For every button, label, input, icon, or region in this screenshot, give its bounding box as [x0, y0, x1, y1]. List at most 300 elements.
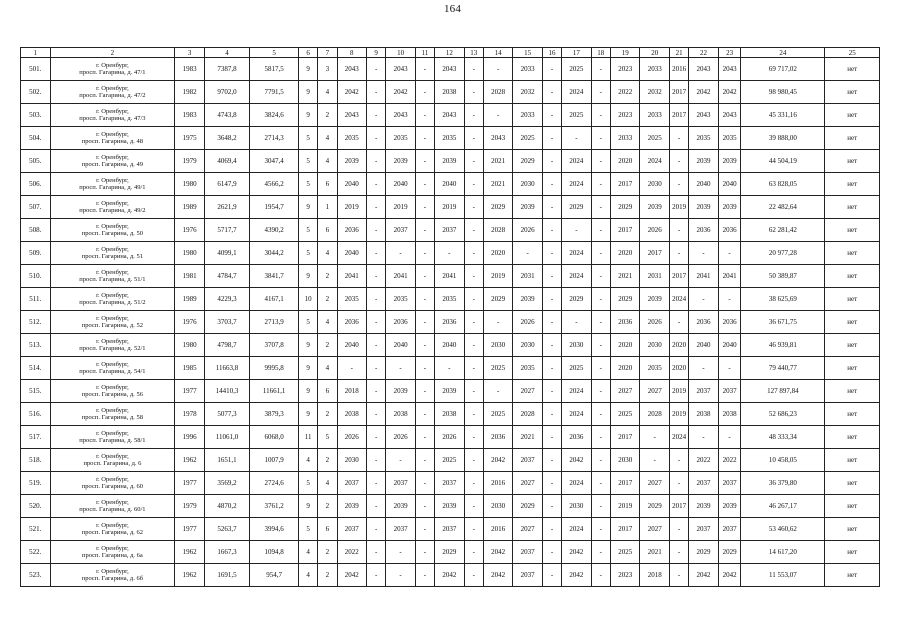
table-cell: -	[591, 403, 610, 426]
table-cell: 6068,0	[250, 426, 299, 449]
table-cell: -	[669, 150, 688, 173]
table-cell: 2021	[640, 541, 670, 564]
column-number-25: 25	[825, 48, 880, 58]
table-cell: 2025	[513, 127, 543, 150]
table-cell: 2029	[562, 196, 592, 219]
table-cell: -	[591, 127, 610, 150]
table-cell: 2030	[562, 495, 592, 518]
address-street: просп. Гагарина, д. 49	[81, 161, 143, 168]
table-cell: 2028	[640, 403, 670, 426]
address-city: г. Оренбург,	[96, 475, 129, 483]
table-cell: 9	[298, 403, 317, 426]
table-cell: 521.	[21, 518, 51, 541]
table-cell: -	[591, 518, 610, 541]
table-cell: 7791,5	[250, 81, 299, 104]
table-cell: 2022	[337, 541, 367, 564]
table-cell: 4099,1	[204, 242, 249, 265]
table-cell: -	[591, 265, 610, 288]
table-cell: 2025	[562, 104, 592, 127]
table-cell: -	[367, 472, 386, 495]
table-cell: 1982	[175, 81, 205, 104]
column-number-19: 19	[610, 48, 640, 58]
table-cell: нет	[825, 380, 880, 403]
table-cell: 2021	[483, 150, 513, 173]
table-cell: 2040	[689, 334, 719, 357]
table-cell: 2039	[718, 495, 741, 518]
table-cell: -	[367, 541, 386, 564]
column-number-4: 4	[204, 48, 249, 58]
table-cell: 2020	[610, 150, 640, 173]
table-cell: 518.	[21, 449, 51, 472]
table-cell: 36 671,75	[741, 311, 825, 334]
table-cell: 2019	[669, 403, 688, 426]
table-cell: -	[591, 219, 610, 242]
table-cell: 5263,7	[204, 518, 249, 541]
column-number-23: 23	[718, 48, 741, 58]
table-row	[21, 334, 880, 357]
table-cell: нет	[825, 518, 880, 541]
address-city: г. Оренбург,	[96, 176, 129, 184]
table-cell: 2030	[640, 334, 670, 357]
table-cell: 3994,6	[250, 518, 299, 541]
table-cell: -	[542, 449, 561, 472]
table-cell: 2029	[513, 495, 543, 518]
column-number-1: 1	[21, 48, 51, 58]
table-cell: 2028	[483, 219, 513, 242]
table-cell: 48 333,34	[741, 426, 825, 449]
table-cell: 510.	[21, 265, 51, 288]
table-cell: 4	[318, 242, 337, 265]
table-cell: -	[591, 242, 610, 265]
table-cell: 2035	[689, 127, 719, 150]
table-cell: -	[415, 219, 434, 242]
address-city: г. Оренбург,	[96, 268, 129, 276]
table-cell: -	[464, 288, 483, 311]
address-cell	[50, 334, 175, 357]
table-cell: -	[542, 357, 561, 380]
column-number-18: 18	[591, 48, 610, 58]
column-number-11: 11	[415, 48, 434, 58]
table-cell: 2030	[513, 334, 543, 357]
table-cell: -	[640, 449, 670, 472]
table-cell: 2024	[562, 518, 592, 541]
column-number-5: 5	[250, 48, 299, 58]
table-cell: 1979	[175, 150, 205, 173]
address-street: просп. Гагарина, д. 6а	[81, 552, 143, 559]
table-cell: 2029	[689, 541, 719, 564]
table-cell: -	[464, 564, 483, 587]
table-cell: 2035	[513, 357, 543, 380]
table-row	[21, 242, 880, 265]
table-cell: 2039	[689, 196, 719, 219]
table-cell: 11663,8	[204, 357, 249, 380]
address-city: г. Оренбург,	[96, 222, 129, 230]
address-cell	[50, 288, 175, 311]
table-cell: -	[415, 449, 434, 472]
table-cell: 2033	[513, 104, 543, 127]
table-cell: 2017	[669, 495, 688, 518]
table-cell: 4	[318, 357, 337, 380]
table-cell: -	[591, 196, 610, 219]
table-row	[21, 541, 880, 564]
table-cell: 2027	[513, 472, 543, 495]
table-cell: 2019	[386, 196, 416, 219]
table-row	[21, 150, 880, 173]
table-cell: -	[591, 495, 610, 518]
table-cell: -	[415, 426, 434, 449]
table-cell: 2017	[610, 472, 640, 495]
table-cell: -	[542, 219, 561, 242]
table-cell: 2	[318, 564, 337, 587]
table-cell: 2019	[483, 265, 513, 288]
address-cell	[50, 196, 175, 219]
table-cell: 2035	[337, 127, 367, 150]
table-cell: 2029	[718, 541, 741, 564]
table-cell: 2033	[610, 127, 640, 150]
table-cell: -	[367, 150, 386, 173]
table-cell: 9	[298, 357, 317, 380]
address-city: г. Оренбург,	[96, 521, 129, 529]
table-cell: 2043	[386, 58, 416, 81]
page-number: 164	[443, 3, 462, 15]
table-cell: 9	[298, 196, 317, 219]
table-cell: -	[415, 541, 434, 564]
table-cell: 512.	[21, 311, 51, 334]
table-cell: 2043	[435, 104, 465, 127]
table-cell: -	[542, 242, 561, 265]
table-cell: 1954,7	[250, 196, 299, 219]
table-cell: 2038	[337, 403, 367, 426]
address-cell	[50, 311, 175, 334]
table-cell: 22 482,64	[741, 196, 825, 219]
table-cell: 2040	[386, 334, 416, 357]
table-cell: 4	[298, 541, 317, 564]
table-cell: 2039	[513, 196, 543, 219]
table-cell: 2037	[337, 518, 367, 541]
table-row	[21, 426, 880, 449]
table-cell: 5	[298, 242, 317, 265]
table-cell: 2027	[640, 380, 670, 403]
table-cell: -	[542, 288, 561, 311]
table-cell: 4069,4	[204, 150, 249, 173]
address-cell	[50, 127, 175, 150]
table-cell: 1983	[175, 58, 205, 81]
table-cell: -	[542, 150, 561, 173]
table-cell: -	[669, 449, 688, 472]
table-cell: 2039	[337, 150, 367, 173]
address-cell	[50, 495, 175, 518]
table-cell: 505.	[21, 150, 51, 173]
table-cell: 2039	[386, 150, 416, 173]
table-cell: 2025	[640, 127, 670, 150]
table-cell: -	[415, 196, 434, 219]
table-cell: 4	[298, 449, 317, 472]
table-cell: 50 389,87	[741, 265, 825, 288]
table-cell: 2037	[337, 472, 367, 495]
table-cell: 514.	[21, 357, 51, 380]
table-cell: 5077,3	[204, 403, 249, 426]
table-cell: 2028	[513, 403, 543, 426]
table-cell: 2035	[640, 357, 670, 380]
table-cell: 53 460,62	[741, 518, 825, 541]
table-cell: 2040	[435, 334, 465, 357]
table-cell: 3703,7	[204, 311, 249, 334]
table-cell: -	[464, 311, 483, 334]
table-row	[21, 104, 880, 127]
table-cell: 2037	[513, 541, 543, 564]
table-cell: 2043	[718, 58, 741, 81]
table-cell: нет	[825, 173, 880, 196]
table-cell: 11 553,07	[741, 564, 825, 587]
address-city: г. Оренбург,	[96, 337, 129, 345]
column-number-20: 20	[640, 48, 670, 58]
table-cell: 2030	[513, 173, 543, 196]
table-cell: нет	[825, 127, 880, 150]
table-cell: 11661,1	[250, 380, 299, 403]
address-street: просп. Гагарина, д. 48	[81, 138, 143, 145]
table-cell: 2029	[610, 288, 640, 311]
table-cell: 2017	[669, 104, 688, 127]
table-cell: 6	[318, 380, 337, 403]
table-cell: -	[542, 564, 561, 587]
table-cell: -	[513, 242, 543, 265]
table-cell: 4390,2	[250, 219, 299, 242]
table-cell: -	[415, 564, 434, 587]
table-cell: 2040	[689, 173, 719, 196]
table-cell: -	[464, 127, 483, 150]
table-cell: -	[367, 104, 386, 127]
table-cell: 2	[318, 265, 337, 288]
table-cell: -	[415, 173, 434, 196]
table-cell: 2019	[669, 380, 688, 403]
table-cell: -	[464, 173, 483, 196]
table-cell: 2020	[483, 242, 513, 265]
table-cell: 46 267,17	[741, 495, 825, 518]
table-cell: -	[367, 564, 386, 587]
table-cell: 1981	[175, 265, 205, 288]
table-cell: -	[464, 150, 483, 173]
address-street: просп. Гагарина, д. 60	[81, 483, 143, 490]
table-cell: 2026	[513, 219, 543, 242]
table-cell: 1983	[175, 104, 205, 127]
table-cell: 6	[318, 173, 337, 196]
table-cell: -	[386, 242, 416, 265]
table-cell: 1980	[175, 242, 205, 265]
table-cell: 5	[298, 518, 317, 541]
address-street: просп. Гагарина, д. 62	[81, 529, 143, 536]
table-cell: -	[591, 334, 610, 357]
address-city: г. Оренбург,	[96, 314, 129, 322]
table-cell: -	[464, 219, 483, 242]
address-street: просп. Гагарина, д. 47/2	[79, 92, 146, 99]
table-cell: нет	[825, 472, 880, 495]
table-cell: 503.	[21, 104, 51, 127]
table-cell: 2029	[513, 150, 543, 173]
table-cell: 508.	[21, 219, 51, 242]
address-cell	[50, 564, 175, 587]
table-cell: 2020	[669, 357, 688, 380]
table-cell: 2030	[483, 334, 513, 357]
table-cell: 2036	[562, 426, 592, 449]
address-street: просп. Гагарина, д. 49/2	[79, 207, 146, 214]
column-number-7: 7	[318, 48, 337, 58]
table-cell: 2033	[640, 104, 670, 127]
table-cell: -	[415, 403, 434, 426]
table-cell: 2040	[386, 173, 416, 196]
table-cell: -	[464, 426, 483, 449]
table-cell: 2040	[718, 173, 741, 196]
table-cell: -	[542, 104, 561, 127]
table-cell: 2016	[669, 58, 688, 81]
table-cell: 2019	[337, 196, 367, 219]
table-cell: нет	[825, 403, 880, 426]
address-street: просп. Гагарина, д. 56	[81, 391, 143, 398]
table-cell: 3047,4	[250, 150, 299, 173]
table-cell: -	[562, 219, 592, 242]
table-cell: 2041	[337, 265, 367, 288]
table-cell: -	[464, 242, 483, 265]
table-cell: 2	[318, 334, 337, 357]
table-cell: 519.	[21, 472, 51, 495]
table-row	[21, 311, 880, 334]
table-cell: 62 281,42	[741, 219, 825, 242]
table-cell: 2025	[483, 403, 513, 426]
table-cell: 2039	[689, 150, 719, 173]
table-cell: -	[367, 495, 386, 518]
table-cell: 2026	[386, 426, 416, 449]
table-cell: 2043	[337, 58, 367, 81]
table-cell: 2036	[337, 311, 367, 334]
table-cell: -	[669, 564, 688, 587]
address-street: просп. Гагарина, д. 50	[81, 230, 143, 237]
table-cell: -	[591, 81, 610, 104]
table-cell: 522.	[21, 541, 51, 564]
table-cell: 2035	[435, 288, 465, 311]
table-cell: 3	[318, 58, 337, 81]
table-cell: 2037	[689, 472, 719, 495]
table-cell: -	[367, 380, 386, 403]
table-cell: 3707,8	[250, 334, 299, 357]
table-cell: 2039	[718, 196, 741, 219]
column-number-22: 22	[689, 48, 719, 58]
table-cell: 2018	[640, 564, 670, 587]
table-cell: 2035	[718, 127, 741, 150]
table-cell: 4	[318, 472, 337, 495]
table-cell: нет	[825, 426, 880, 449]
address-city: г. Оренбург,	[96, 291, 129, 299]
table-cell: 1989	[175, 288, 205, 311]
table-cell: 2026	[640, 219, 670, 242]
table-cell: -	[415, 104, 434, 127]
table-cell: -	[591, 173, 610, 196]
table-cell: 1977	[175, 472, 205, 495]
table-cell: -	[483, 311, 513, 334]
address-city: г. Оренбург,	[96, 429, 129, 437]
table-cell: 3044,2	[250, 242, 299, 265]
table-cell: -	[591, 288, 610, 311]
table-body	[21, 58, 880, 587]
table-cell: 506.	[21, 173, 51, 196]
table-cell: 3824,6	[250, 104, 299, 127]
table-cell: -	[542, 81, 561, 104]
table-cell: 2041	[386, 265, 416, 288]
table-cell: 2043	[386, 104, 416, 127]
table-cell: 2042	[718, 564, 741, 587]
table-cell: 2019	[435, 196, 465, 219]
table-cell: 5	[298, 219, 317, 242]
table-cell: 4784,7	[204, 265, 249, 288]
address-street: просп. Гагарина, д. 60/1	[79, 506, 146, 513]
table-cell: -	[591, 472, 610, 495]
table-cell: 5717,7	[204, 219, 249, 242]
table-cell: 6147,9	[204, 173, 249, 196]
table-cell: 2038	[435, 81, 465, 104]
table-cell: 2042	[337, 81, 367, 104]
column-number-17: 17	[562, 48, 592, 58]
table-row	[21, 265, 880, 288]
table-cell: 9702,0	[204, 81, 249, 104]
table-cell: -	[464, 541, 483, 564]
table-cell: 2036	[718, 311, 741, 334]
table-cell: -	[689, 242, 719, 265]
table-cell: 46 939,81	[741, 334, 825, 357]
table-cell: 2042	[483, 449, 513, 472]
table-cell: 2017	[610, 426, 640, 449]
table-cell: -	[542, 541, 561, 564]
table-cell: 2035	[386, 288, 416, 311]
table-cell: 2040	[718, 334, 741, 357]
table-cell: 517.	[21, 426, 51, 449]
table-cell: -	[367, 357, 386, 380]
address-city: г. Оренбург,	[96, 383, 129, 391]
table-cell: 2030	[640, 173, 670, 196]
table-cell: -	[386, 564, 416, 587]
table-cell: -	[669, 472, 688, 495]
table-cell: 2	[318, 449, 337, 472]
table-cell: 4743,8	[204, 104, 249, 127]
table-cell: 2029	[562, 288, 592, 311]
table-cell: 39 888,00	[741, 127, 825, 150]
table-cell: 2017	[610, 173, 640, 196]
table-cell: нет	[825, 564, 880, 587]
table-cell: -	[718, 426, 741, 449]
table-cell: -	[415, 265, 434, 288]
table-cell: 2029	[483, 288, 513, 311]
table-cell: 2039	[435, 495, 465, 518]
table-cell: 2022	[610, 81, 640, 104]
table-cell: 1007,9	[250, 449, 299, 472]
table-cell: 6	[318, 518, 337, 541]
table-cell: 2043	[435, 58, 465, 81]
address-cell	[50, 518, 175, 541]
table-cell: -	[542, 426, 561, 449]
table-cell: -	[464, 196, 483, 219]
table-cell: 2035	[386, 127, 416, 150]
table-cell: -	[669, 242, 688, 265]
table-cell: -	[542, 472, 561, 495]
address-city: г. Оренбург,	[96, 153, 129, 161]
table-cell: 14410,3	[204, 380, 249, 403]
table-cell: 2020	[610, 242, 640, 265]
table-cell: 2713,9	[250, 311, 299, 334]
table-cell: 2036	[337, 219, 367, 242]
table-cell: -	[367, 196, 386, 219]
table-cell: -	[669, 219, 688, 242]
table-row	[21, 81, 880, 104]
table-row	[21, 564, 880, 587]
table-cell: 2037	[386, 219, 416, 242]
table-cell: 2036	[689, 219, 719, 242]
